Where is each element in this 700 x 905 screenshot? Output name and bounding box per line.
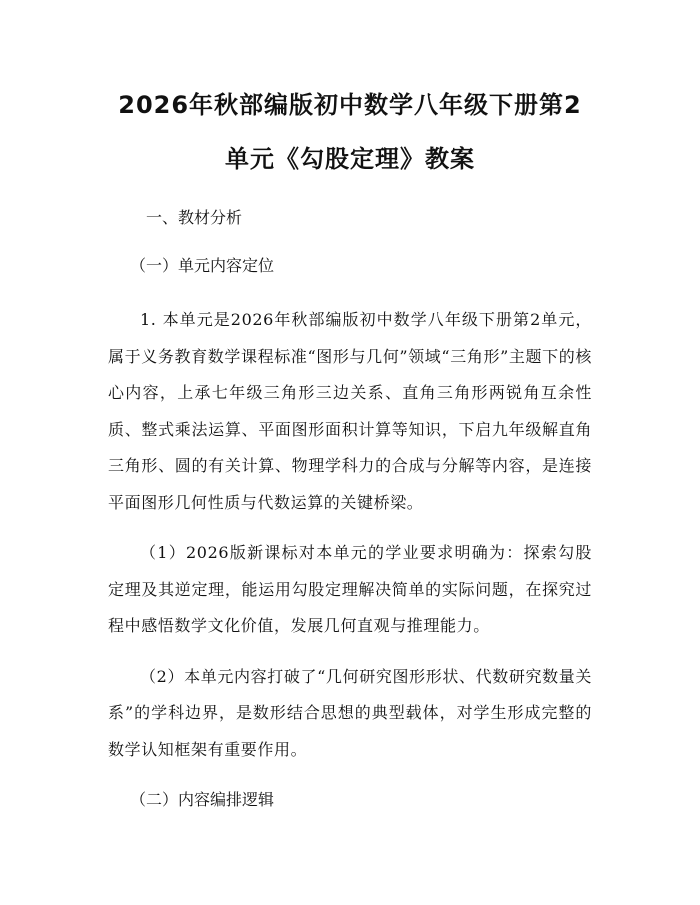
document-title: 2026年秋部编版初中数学八年级下册第2单元《勾股定理》教案 [118,91,582,173]
paragraph-discipline-boundary: （2）本单元内容打破了“几何研究图形形状、代数研究数量关系”的学科边界，是数形结合思想的典型载体，对学生形成完整的数学认知框架有重要作用。 [108,666,592,759]
paragraph-unit-overview: 1. 本单元是2026年秋部编版初中数学八年级下册第2单元，属于义务教育数学课程标准“图形与几何”领域“三角形”主题下的核心内容，上承七年级三角形三边关系、直角三角形两锐角互余性质、整式乘法运算、平面图形面积计算等知识，下启九年级解直角三角形、圆的有关计算、物理学科力的合成与分解等内容，是连接平面图形几何性质与代数运算的关键桥梁。 [108,310,592,512]
subsection-heading-unit-positioning: （一）单元内容定位 [130,256,275,275]
paragraph-curriculum-requirements: （1）2026版新课标对本单元的学业要求明确为：探索勾股定理及其逆定理，能运用勾股定理解决简单的实际问题，在探究过程中感悟数学文化价值，发展几何直观与推理能力。 [108,543,592,635]
subsection-heading-content-arrangement: （二）内容编排逻辑 [130,790,275,809]
section-heading-textbook-analysis: 一、教材分析 [146,208,243,227]
